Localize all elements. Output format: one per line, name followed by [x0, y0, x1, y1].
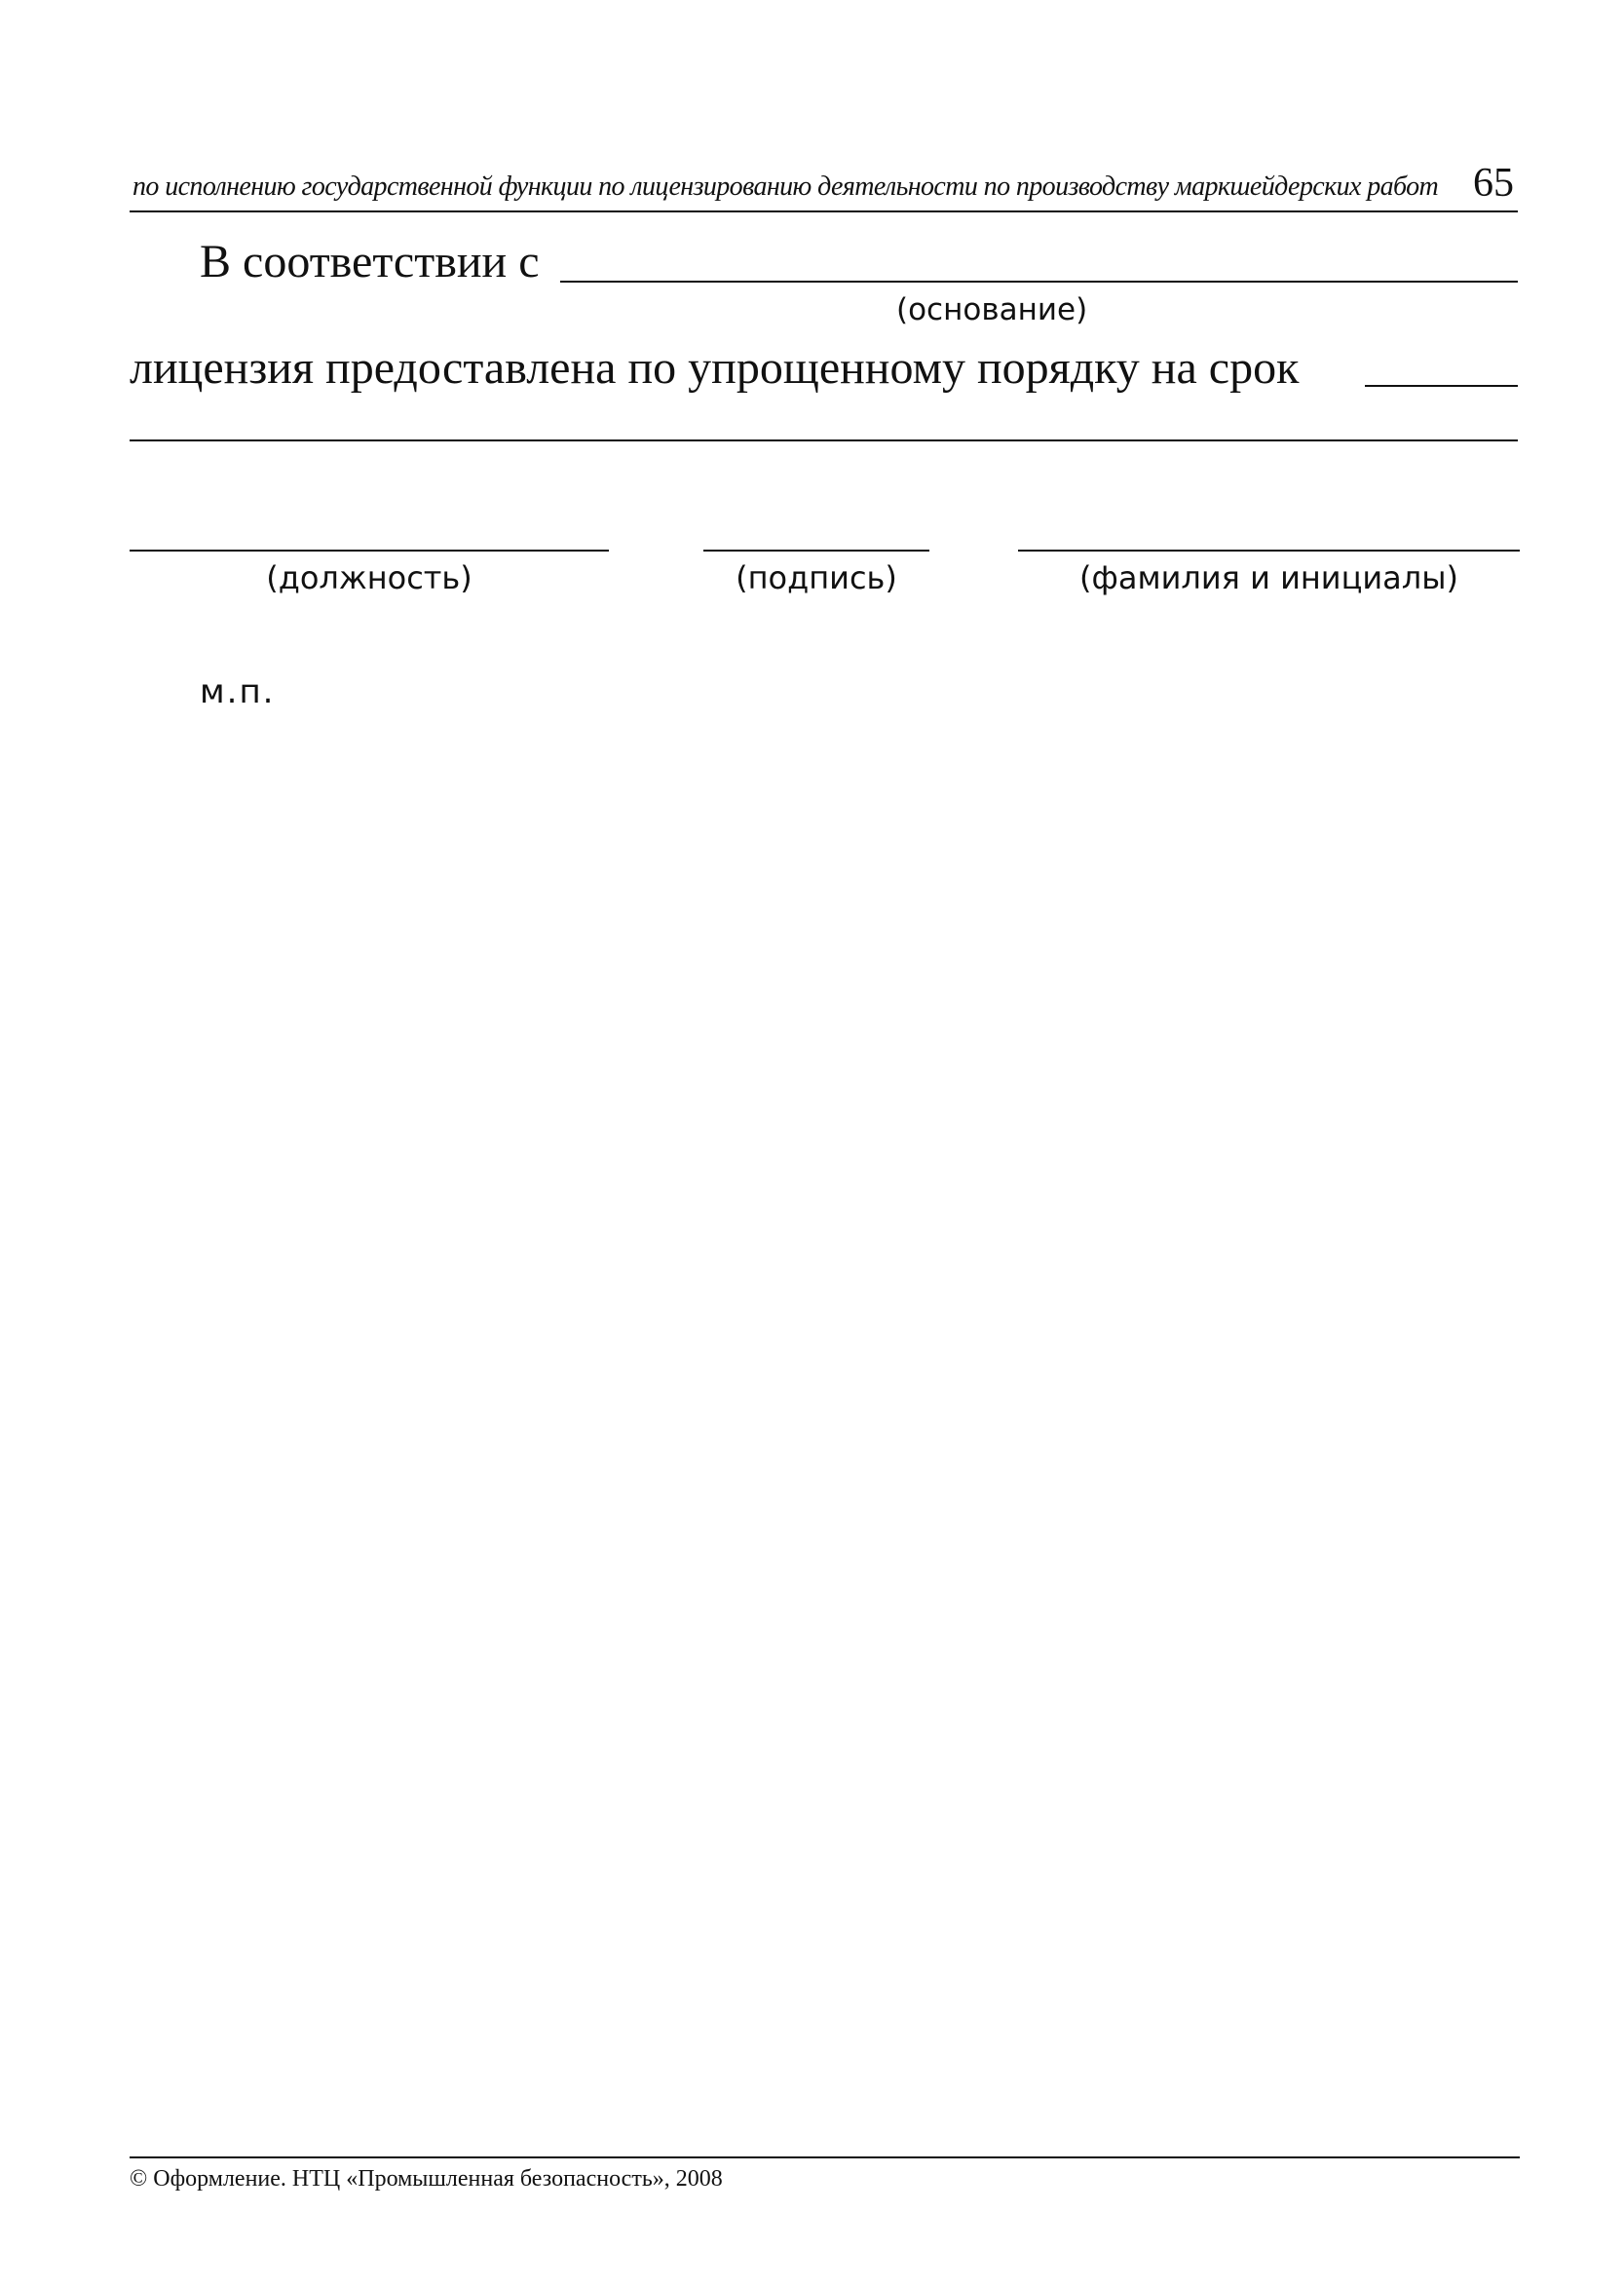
name-caption: (фамилия и инициалы) [1079, 559, 1458, 596]
basis-caption: (основание) [896, 292, 1088, 327]
footer-copyright: © Оформление. НТЦ «Промышленная безопасность», 2008 [130, 2166, 723, 2192]
position-caption: (должность) [266, 559, 472, 596]
running-header [130, 156, 1518, 212]
running-title: по исполнению государственной функции по лицензированию деятельности по производству маркшейдерских работ [132, 172, 1439, 202]
license-text: лицензия предоставлена по упрощенному порядку на срок [130, 342, 1300, 394]
continuation-blank [130, 439, 1518, 441]
position-field [130, 550, 609, 596]
footer-divider [130, 2156, 1520, 2158]
name-field [1018, 550, 1520, 596]
term-blank [1365, 385, 1518, 387]
license-term-line [130, 336, 1518, 397]
signature-caption: (подпись) [736, 559, 897, 596]
page-number: 65 [1473, 161, 1514, 206]
signature-field [703, 550, 929, 596]
basis-blank [560, 281, 1518, 283]
basis-prefix: В соответствии с [200, 236, 540, 287]
basis-line [200, 232, 1518, 290]
stamp-label: м.п. [200, 672, 276, 711]
